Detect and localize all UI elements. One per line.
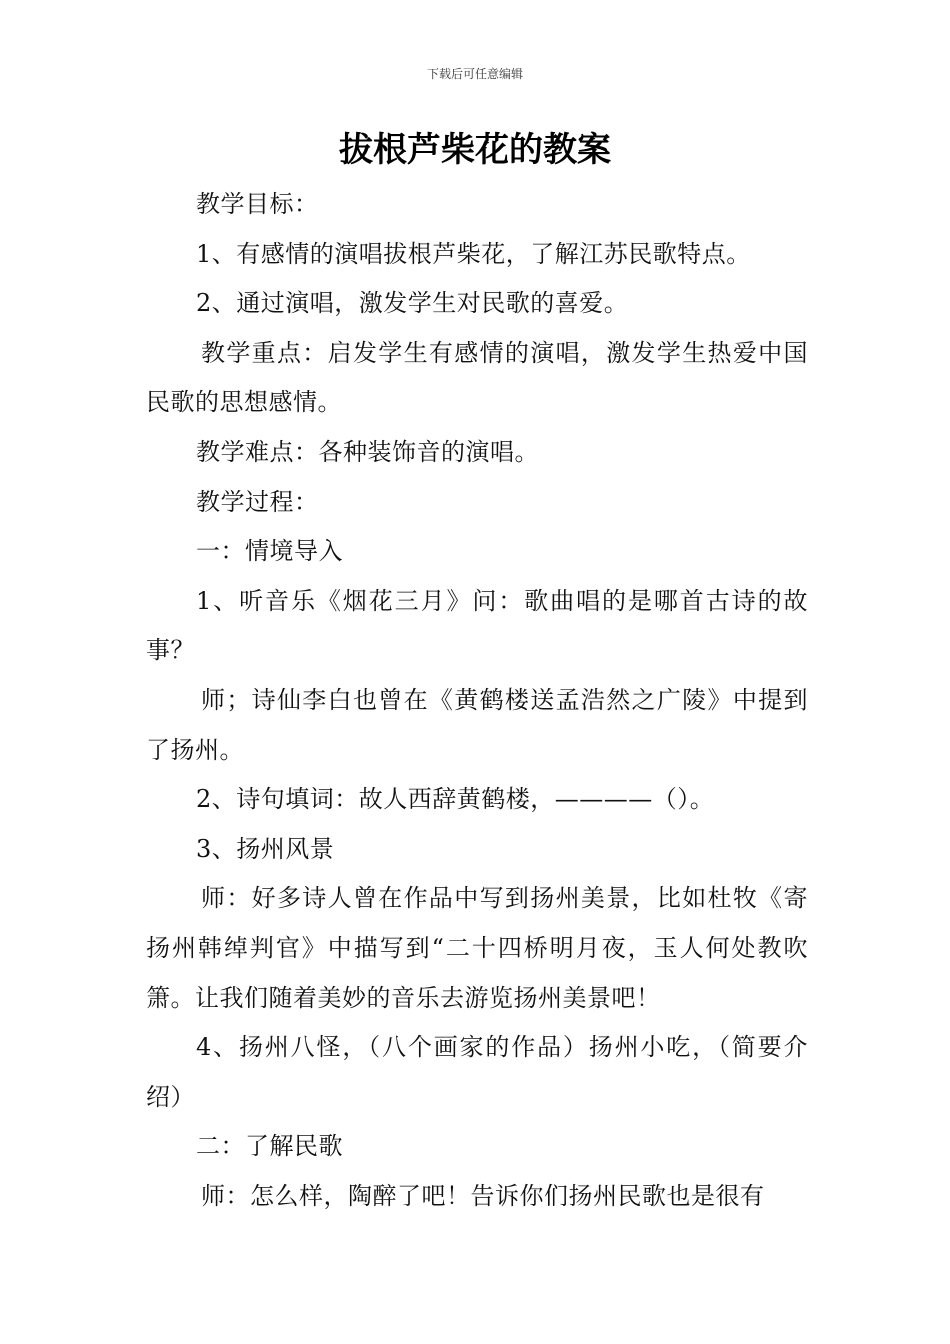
paragraph-objective-1: 1、有感情的演唱拔根芦柴花，了解江苏民歌特点。 <box>196 239 751 268</box>
paragraph-step-1: 1、听音乐《烟花三月》问：歌曲唱的是哪首古诗的故事？ <box>146 586 808 665</box>
paragraph-section-1-heading: 一：情境导入 <box>196 537 343 566</box>
paragraph-key-points: 教学重点：启发学生有感情的演唱，激发学生热爱中国民歌的思想感情。 <box>146 338 808 417</box>
paragraph-process-heading: 教学过程： <box>196 487 319 516</box>
paragraph-teacher-1: 师；诗仙李白也曾在《黄鹤楼送孟浩然之广陵》中提到了扬州。 <box>146 685 808 764</box>
paragraph-step-4: 4、扬州八怪，（八个画家的作品）扬州小吃，（简要介绍） <box>146 1033 808 1111</box>
paragraph-teacher-2: 师：好多诗人曾在作品中写到扬州美景，比如杜牧《寄扬州韩绰判官》中描写到“二十四桥明月夜，玉人何处教吹箫。让我们随着美妙的音乐去游览扬州美景吧！ <box>146 884 808 1012</box>
paragraph-objectives-heading: 教学目标： <box>196 190 319 218</box>
paragraph-step-3: 3、扬州风景 <box>196 834 335 863</box>
page-header-note: 下载后可任意编辑 <box>426 67 523 81</box>
paragraph-difficulties: 教学难点：各种装饰音的演唱。 <box>196 437 539 466</box>
document-body <box>146 180 808 1221</box>
paragraph-section-2-heading: 二：了解民歌 <box>196 1132 343 1161</box>
paragraph-objective-2: 2、通过演唱，激发学生对民歌的喜爱。 <box>196 289 629 318</box>
paragraph-teacher-3: 师：怎么样，陶醉了吧！告诉你们扬州民歌也是很有 <box>201 1181 765 1210</box>
paragraph-step-2: 2、诗句填词：故人西辞黄鹤楼，————（）。 <box>196 785 715 814</box>
document-title: 拔根芦柴花的教案 <box>339 130 611 170</box>
